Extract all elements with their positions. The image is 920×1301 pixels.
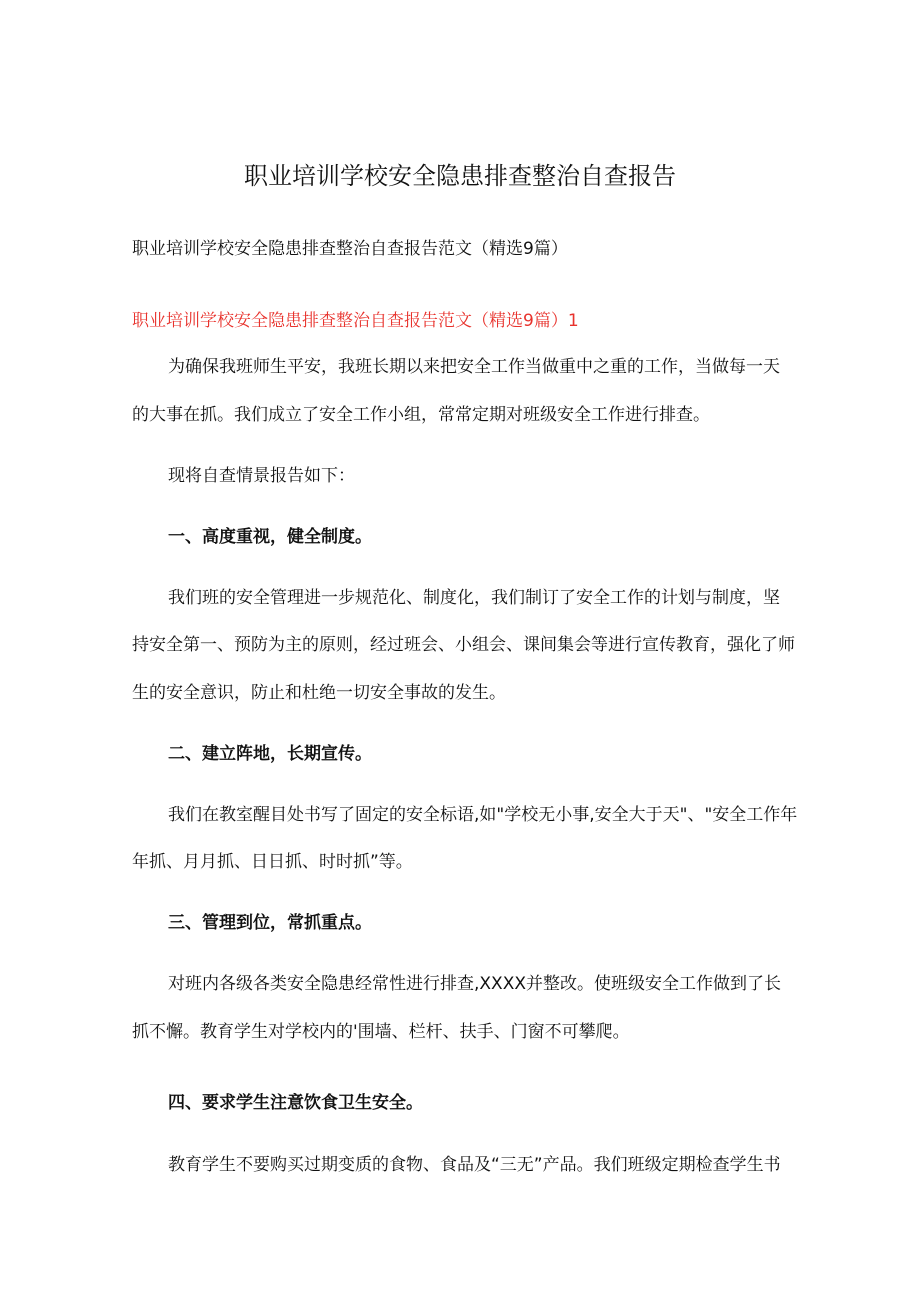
paragraph-two-line-2: 年抓、月月抓、日日抓、时时抓”等。 [132, 852, 413, 872]
paragraph-one-line-2: 持安全第一、预防为主的原则，经过班会、小组会、课间集会等进行宣传教育，强化了师 [132, 635, 795, 655]
paragraph-two-line-1: 我们在教室醒目处书写了固定的安全标语,如"学校无小事,安全大于天"、"安全工作年 [168, 805, 798, 825]
document-subtitle: 职业培训学校安全隐患排查整治自查报告范文（精选9篇） [132, 239, 568, 259]
intro-line-2: 的大事在抓。我们成立了安全工作小组，常常定期对班级安全工作进行排查。 [132, 405, 710, 425]
paragraph-three-line-2: 抓不懈。教育学生对学校内的'围墙、栏杆、扶手、门窗不可攀爬。 [132, 1022, 630, 1042]
report-intro: 现将自查情景报告如下： [168, 466, 355, 486]
paragraph-three-line-1: 对班内各级各类安全隐患经常性进行排查,XXXX并整改。使班级安全工作做到了长 [168, 974, 781, 994]
heading-three: 三、管理到位，常抓重点。 [168, 913, 372, 933]
heading-four: 四、要求学生注意饮食卫生安全。 [168, 1093, 423, 1113]
section-heading: 职业培训学校安全隐患排查整治自查报告范文（精选9篇）1 [132, 311, 579, 331]
paragraph-one-line-3: 生的安全意识，防止和杜绝一切安全事故的发生。 [132, 683, 506, 703]
heading-one: 一、高度重视，健全制度。 [168, 527, 372, 547]
intro-line-1: 为确保我班师生平安，我班长期以来把安全工作当做重中之重的工作，当做每一天 [168, 357, 780, 377]
paragraph-one-line-1: 我们班的安全管理进一步规范化、制度化，我们制订了安全工作的计划与制度，坚 [168, 588, 780, 608]
heading-two: 二、建立阵地，长期宣传。 [168, 744, 372, 764]
document-title: 职业培训学校安全隐患排查整治自查报告 [244, 162, 676, 190]
paragraph-four-line-1: 教育学生不要购买过期变质的食物、食品及“三无”产品。我们班级定期检查学生书 [168, 1155, 781, 1175]
